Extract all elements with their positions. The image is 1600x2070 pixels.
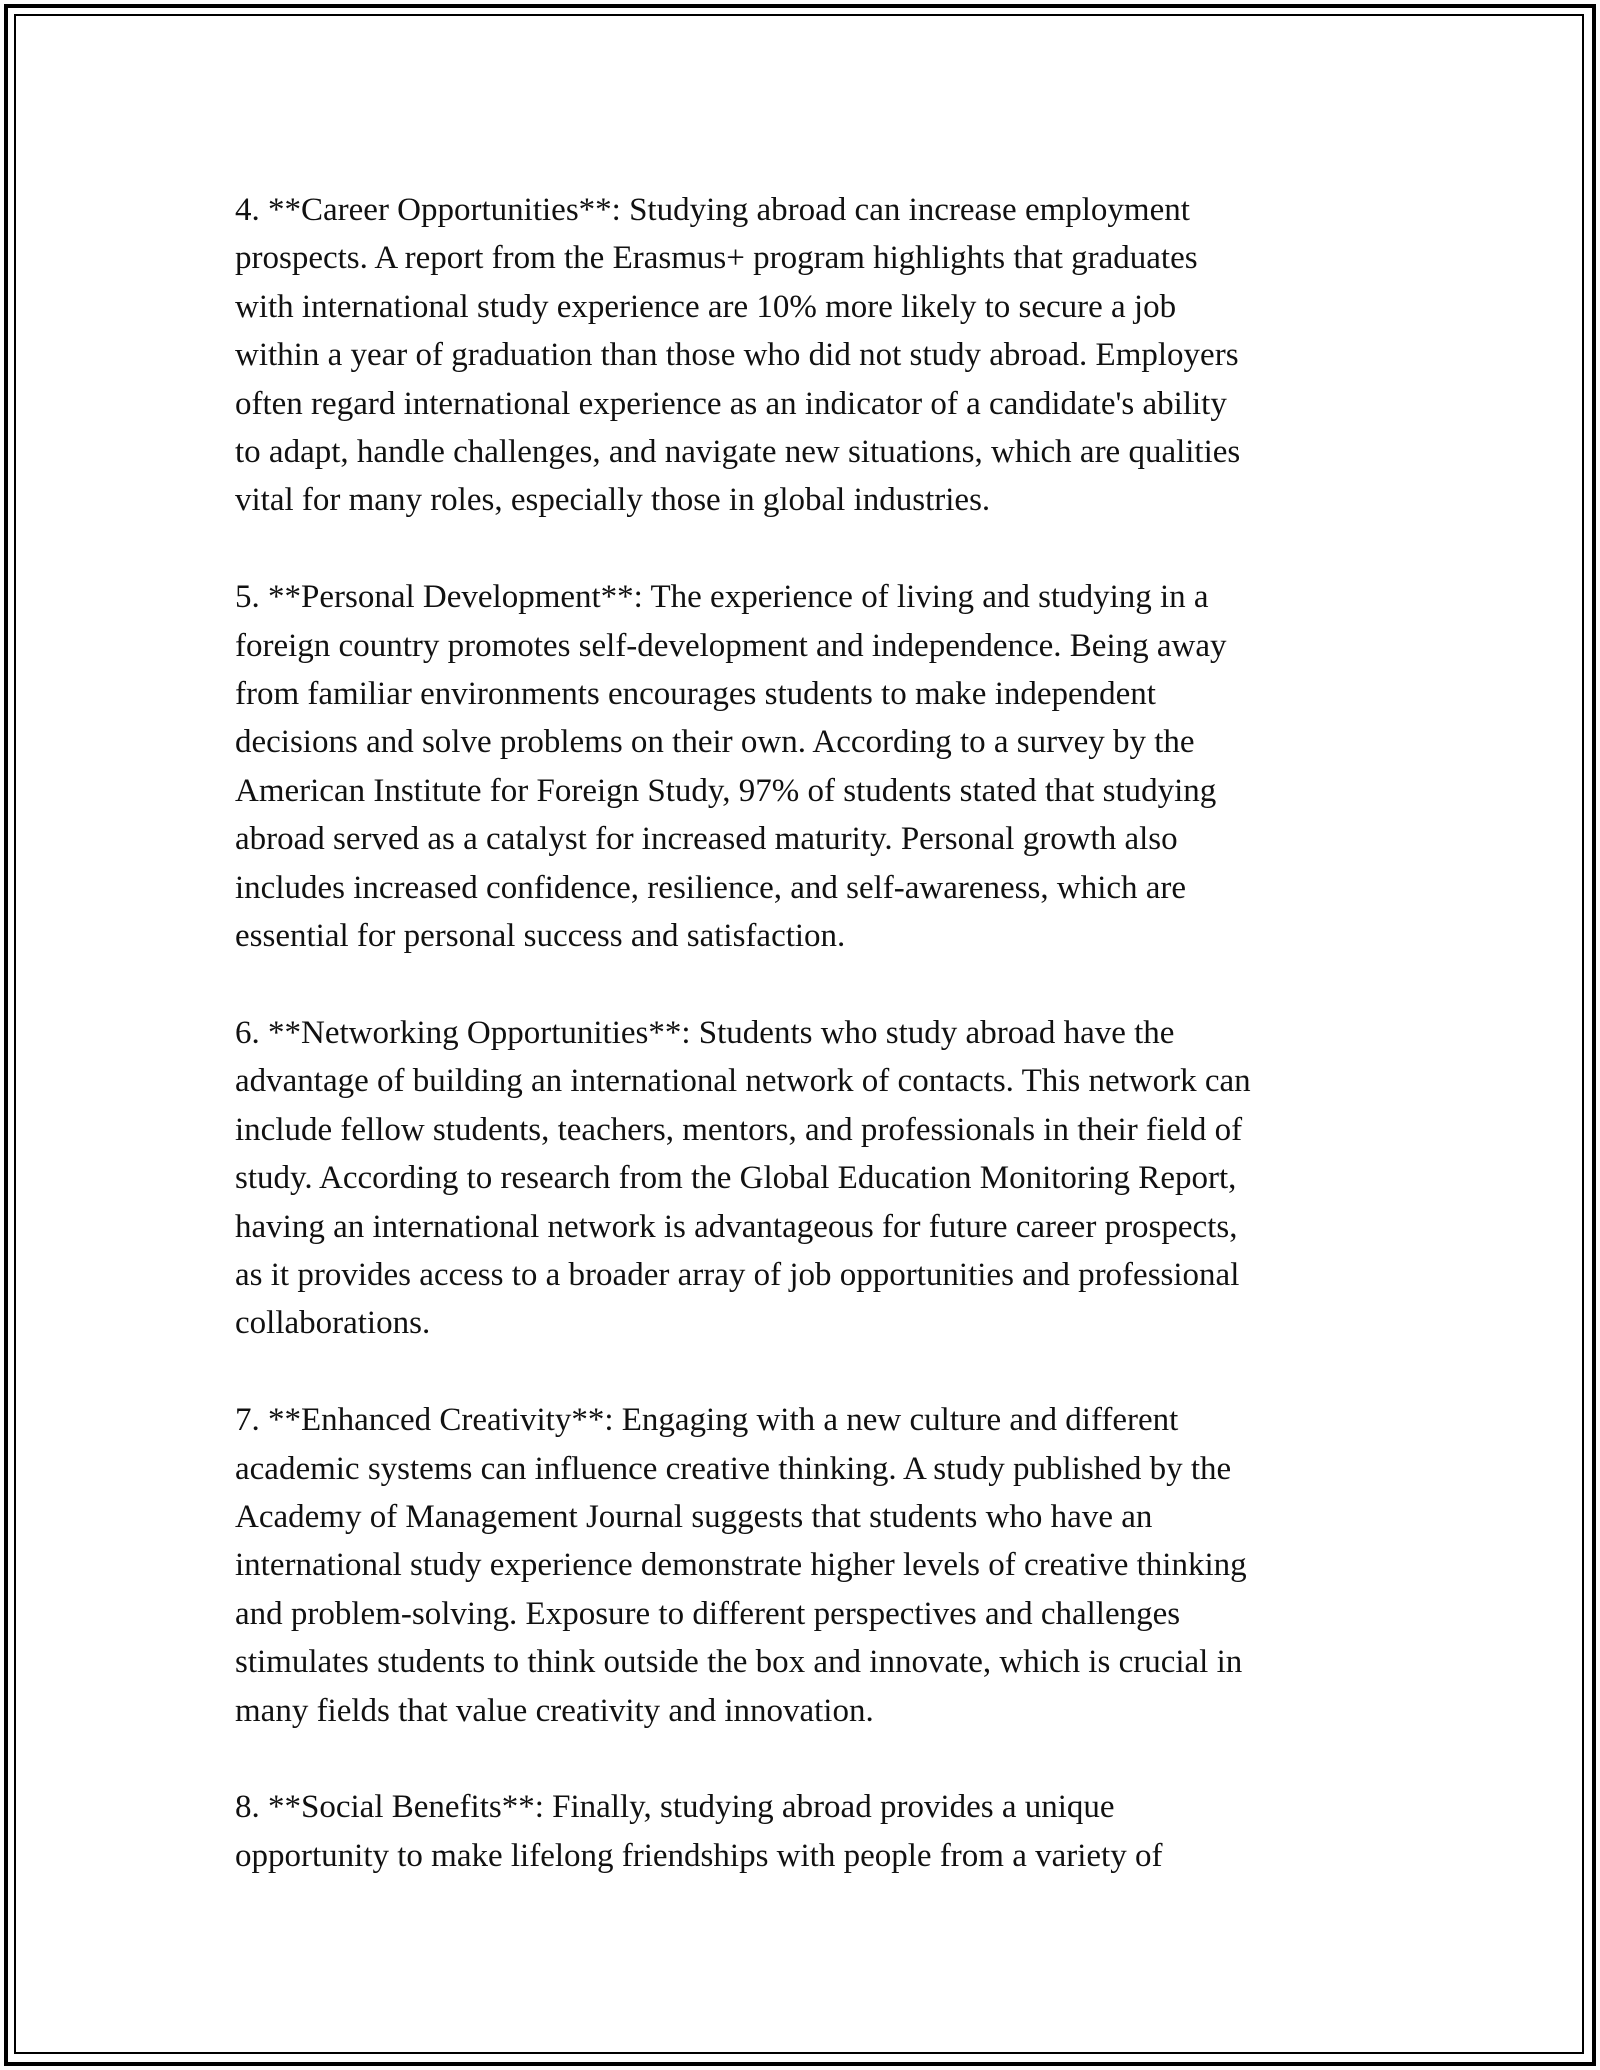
text-line: 8. **Social Benefits**: Finally, studying abroad provides a unique [235, 1789, 1115, 1826]
paragraph-social-benefits [235, 1783, 1375, 1880]
text-line: advantage of building an international network of contacts. This network can [235, 1063, 1251, 1100]
text-line: foreign country promotes self-development and independence. Being away [235, 627, 1227, 664]
document-body [235, 186, 1375, 1929]
text-line: opportunity to make lifelong friendships with people from a variety of [235, 1837, 1163, 1874]
text-line: 4. **Career Opportunities**: Studying abroad can increase employment [235, 192, 1190, 228]
text-line: within a year of graduation than those who did not study abroad. Employers [235, 337, 1239, 374]
text-line: to adapt, handle challenges, and navigate new situations, which are qualities [235, 434, 1241, 471]
text-line: many fields that value creativity and innovation. [235, 1692, 874, 1729]
text-line: 6. **Networking Opportunities**: Students who study abroad have the [235, 1014, 1175, 1051]
text-line: Academy of Management Journal suggests that students who have an [235, 1498, 1153, 1535]
text-line: study. According to research from the Global Education Monitoring Report, [235, 1160, 1237, 1197]
text-line: essential for personal success and satisfaction. [235, 918, 846, 955]
text-line: 5. **Personal Development**: The experience of living and studying in a [235, 579, 1209, 616]
text-line: decisions and solve problems on their own. According to a survey by the [235, 724, 1195, 761]
text-line: include fellow students, teachers, mentors, and professionals in their field of [235, 1111, 1243, 1148]
text-line: as it provides access to a broader array of job opportunities and professional [235, 1256, 1240, 1293]
paragraph-personal-development [235, 573, 1375, 960]
text-line: includes increased confidence, resilience, and self-awareness, which are [235, 869, 1187, 906]
text-line: American Institute for Foreign Study, 97% of students stated that studying [235, 772, 1217, 809]
text-line: international study experience demonstrate higher levels of creative thinking [235, 1547, 1247, 1584]
text-line: collaborations. [235, 1305, 431, 1342]
text-line: 7. **Enhanced Creativity**: Engaging with a new culture and different [235, 1402, 1179, 1439]
text-line: and problem-solving. Exposure to different perspectives and challenges [235, 1595, 1181, 1632]
paragraph-career-opportunities [235, 186, 1375, 525]
text-line: academic systems can influence creative thinking. A study published by the [235, 1450, 1232, 1487]
text-line: often regard international experience as an indicator of a candidate's ability [235, 385, 1227, 422]
text-line: having an international network is advantageous for future career prospects, [235, 1208, 1238, 1245]
text-line: prospects. A report from the Erasmus+ program highlights that graduates [235, 240, 1198, 277]
text-line: with international study experience are 10% more likely to secure a job [235, 288, 1177, 325]
paragraph-enhanced-creativity [235, 1396, 1375, 1735]
text-line: abroad served as a catalyst for increased maturity. Personal growth also [235, 821, 1178, 858]
text-line: from familiar environments encourages students to make independent [235, 676, 1156, 713]
text-line: stimulates students to think outside the box and innovate, which is crucial in [235, 1644, 1243, 1681]
paragraph-networking-opportunities [235, 1009, 1375, 1348]
text-line: vital for many roles, especially those in global industries. [235, 482, 991, 519]
